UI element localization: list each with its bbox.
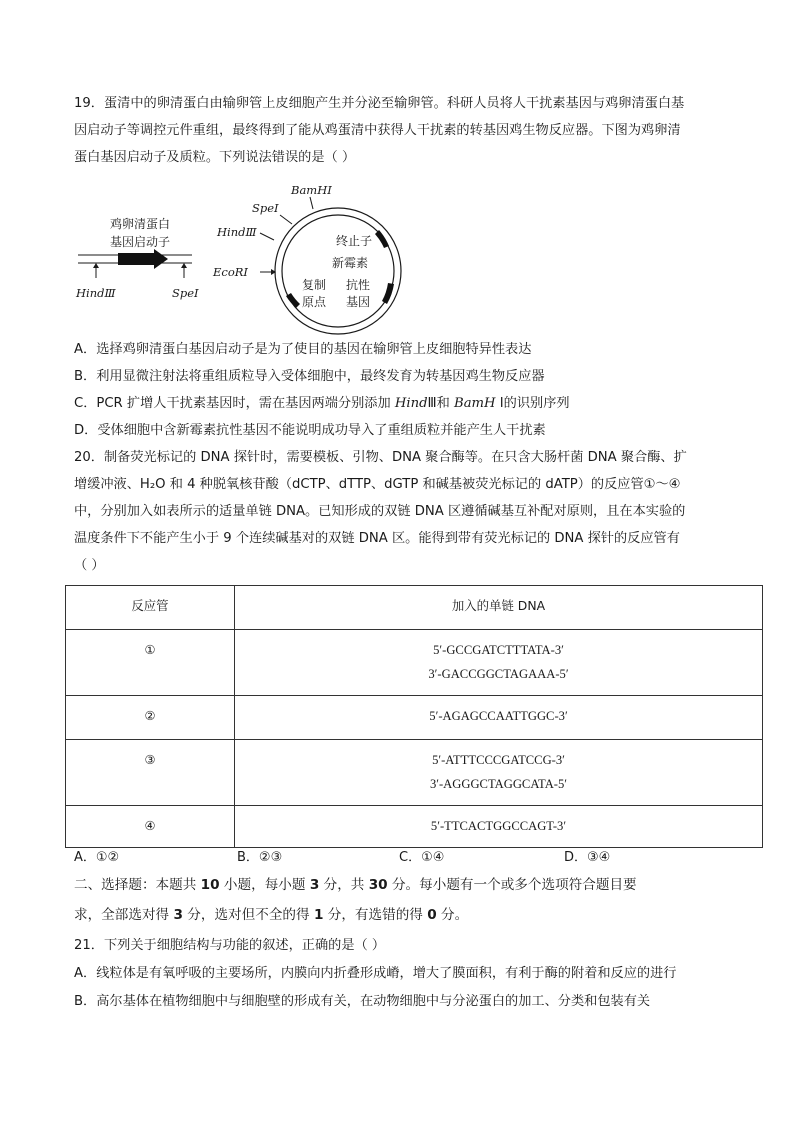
q21-stem: 21．下列关于细胞结构与功能的叙述，正确的是（ ） (74, 938, 386, 953)
hind-left-label: HindⅢ (76, 286, 116, 300)
s2-l2-mid1: 分，选对但不全的得 (182, 907, 314, 923)
s2-n3: 30 (368, 877, 388, 893)
table-row (66, 630, 763, 696)
row-1-seq-cell (235, 630, 763, 696)
row-2-tube-cell (66, 696, 235, 740)
row-4-seq-1: 5′-TTCACTGGCCAGT-3′ (430, 819, 567, 833)
promoter-plasmid-diagram (70, 176, 410, 336)
q20-stem-line-2: 增缓冲液、H₂O 和 4 种脱氧核苷酸（dCTP、dTTP、dGTP 和碱基被荧光标记的 dATP）的反应管①～④ (74, 477, 681, 492)
s2-l2-pre: 求，全部选对得 (74, 907, 174, 923)
header-dna-text: 加入的单链 DNA (451, 598, 546, 613)
q20-choice-a: A．①② (74, 850, 120, 865)
neo-label: 新霉素 (332, 256, 369, 270)
q20-stem-line-5: （ ） (74, 558, 105, 573)
header-tube (66, 586, 235, 630)
section2-line-1 (74, 876, 637, 894)
q19-option-c-post: Ⅰ的识别序列 (495, 396, 570, 411)
q20-stem-line-3: 中，分别加入如表所示的适量单链 DNA。已知形成的双链 DNA 区遵循碱基互补配对原则，且在本实验的 (74, 504, 686, 519)
ecor-label: EcoRⅠ (213, 265, 248, 279)
q19-option-c-mid: Ⅲ和 (427, 396, 454, 411)
spe-left-label: SpeⅠ (172, 286, 199, 300)
s2-s1: 3 (173, 907, 183, 923)
spe-left-arrowhead (181, 263, 187, 268)
row-1-tube: ① (144, 642, 156, 657)
resist-label-1: 抗性 (346, 278, 371, 292)
q20-stem-line-4: 温度条件下不能产生小于 9 个连续碱基对的双链 DNA 区。能得到带有荧光标记的 DNA 探针的反应管有 (74, 531, 680, 546)
row-3-seq-1: 5′-ATTTCCCGATCCG-3′ (432, 753, 565, 767)
q19-option-c-enzyme-2: BamH (454, 396, 496, 411)
row-1-seq-2: 3′-GACCGGCTAGAAA-5′ (428, 667, 569, 681)
q19-option-c-enzyme-1: Hind (394, 396, 428, 411)
section2-line-2 (74, 906, 468, 924)
row-1-seq-1: 5′-GCCGATCTTTATA-3′ (433, 643, 564, 657)
s2-post: 分。每小题有一个或多个选项符合题目要 (387, 877, 637, 893)
q19-stem-line-2: 因启动子等调控元件重组，最终得到了能从鸡蛋清中获得人干扰素的转基因鸡生物反应器。下图为鸡卵清 (74, 123, 681, 138)
q19-option-d: D．受体细胞中含新霉素抗性基因不能说明成功导入了重组质粒并能产生人干扰素 (74, 423, 546, 438)
promoter-arrow (118, 249, 168, 269)
plasmid-outer-ring (275, 208, 401, 334)
bamh-marker (310, 197, 313, 209)
q19-option-c (74, 395, 570, 413)
terminator-block (375, 230, 389, 248)
row-3-tube-cell (66, 740, 235, 806)
table-row (66, 806, 763, 848)
bamh-label: BamHⅠ (291, 183, 332, 197)
row-3-seq-cell (235, 740, 763, 806)
hind-plasmid-marker (260, 233, 274, 240)
s2-s2: 1 (313, 907, 324, 923)
q20-choice-b: B．②③ (237, 850, 283, 865)
promoter-label-2: 基因启动子 (110, 235, 171, 249)
row-4-tube-cell (66, 806, 235, 848)
row-3-tube: ③ (144, 752, 156, 767)
row-4-seq-cell (235, 806, 763, 848)
q20-stem-line-1: 20．制备荧光标记的 DNA 探针时，需要模板、引物、DNA 聚合酶等。在只含大肠杆菌 DNA 聚合酶、扩 (74, 450, 687, 465)
s2-pre: 二、选择题：本题共 (74, 877, 201, 893)
s2-mid2: 分，共 (319, 877, 369, 893)
table-header-row (66, 586, 763, 630)
row-1-tube-cell (66, 630, 235, 696)
resist-label-2: 基因 (346, 295, 371, 309)
q21-option-b: B．高尔基体在植物细胞中与细胞壁的形成有关，在动物细胞中与分泌蛋白的加工、分类和包装有关 (74, 994, 651, 1009)
q20-choice-d: D．③④ (564, 850, 611, 865)
ori-label-1: 复制 (302, 278, 327, 292)
s2-mid1: 小题，每小题 (219, 877, 310, 893)
row-2-seq-1: 5′-AGAGCCAATTGGC-3′ (429, 709, 568, 723)
row-2-seq-cell (235, 696, 763, 740)
row-4-tube: ④ (144, 818, 156, 833)
origin-block (286, 293, 300, 308)
header-tube-text: 反应管 (131, 598, 169, 613)
row-2-tube: ② (144, 708, 156, 723)
q19-option-a: A．选择鸡卵清蛋白基因启动子是为了使目的基因在输卵管上皮细胞特异性表达 (74, 342, 532, 357)
hind-left-arrowhead (93, 263, 99, 268)
s2-l2-post: 分。 (436, 907, 469, 923)
promoter-label-1: 鸡卵清蛋白 (110, 217, 171, 231)
q21-option-a: A．线粒体是有氧呼吸的主要场所，内膜向内折叠形成嵴，增大了膜面积，有利于酶的附着和反应的进行 (74, 966, 677, 981)
q19-option-c-pre: C．PCR 扩增人干扰素基因时，需在基因两端分别添加 (74, 396, 395, 411)
hind-plasmid-label: HindⅢ (217, 225, 257, 239)
s2-s3: 0 (427, 907, 437, 923)
s2-l2-mid2: 分，有选错的得 (323, 907, 428, 923)
resistance-gene-block (382, 283, 394, 304)
s2-n2: 3 (309, 877, 320, 893)
q19-stem-line-1: 19．蛋清中的卵清蛋白由输卵管上皮细胞产生并分泌至输卵管。科研人员将人干扰素基因与鸡卵清蛋白基 (74, 96, 685, 111)
q19-stem-line-3: 蛋白基因启动子及质粒。下列说法错误的是（ ） (74, 150, 356, 165)
dna-table (65, 585, 763, 848)
q19-option-b: B．利用显微注射法将重组质粒导入受体细胞中，最终发育为转基因鸡生物反应器 (74, 369, 545, 384)
ori-label-2: 原点 (302, 295, 327, 309)
table-row (66, 696, 763, 740)
spe-top-marker (280, 215, 292, 224)
s2-n1: 10 (200, 877, 220, 893)
terminator-label: 终止子 (336, 234, 373, 248)
q20-choice-c: C．①④ (399, 850, 445, 865)
header-dna (235, 586, 763, 630)
spe-top-label: SpeⅠ (252, 201, 279, 215)
table-row (66, 740, 763, 806)
row-3-seq-2: 3′-AGGGCTAGGCATA-5′ (429, 777, 568, 791)
